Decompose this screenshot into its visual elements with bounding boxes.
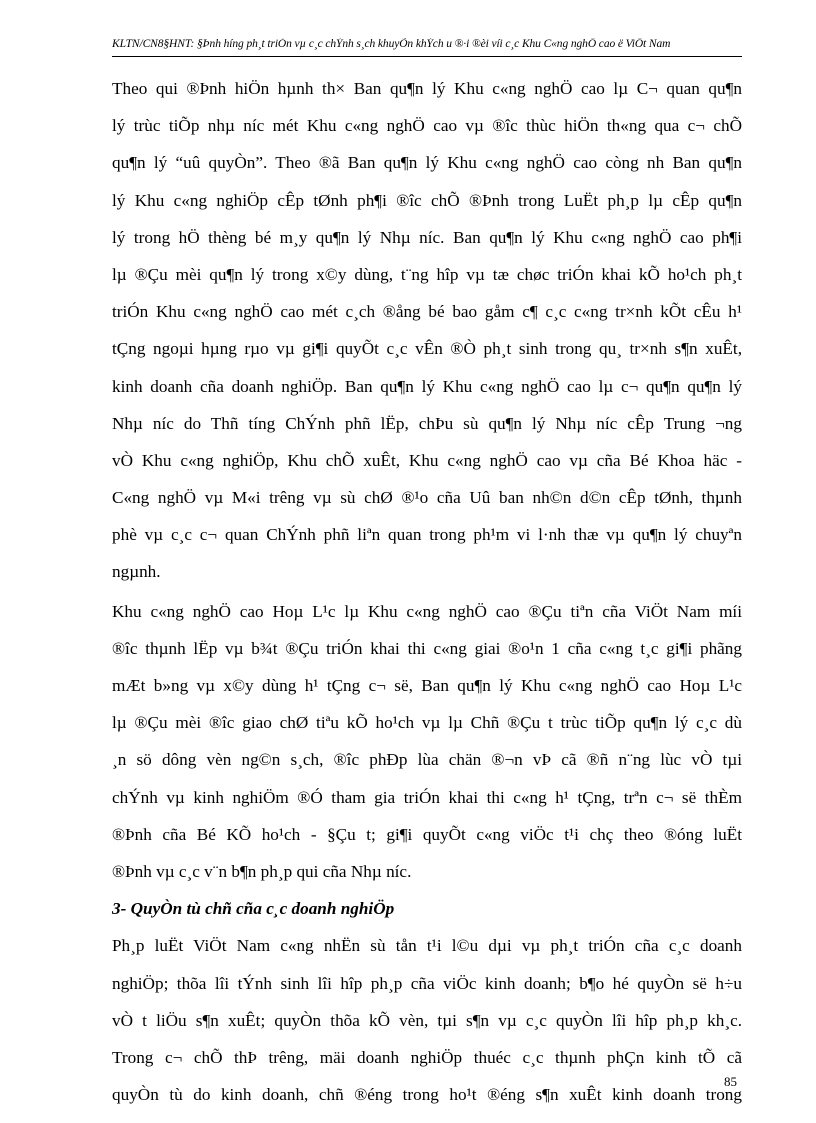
text-line: vÒ Khu c«ng nghiÖp, Khu chÕ xuÊt, Khu c«ng nghÖ cao vµ cña Bé Khoa häc - [112, 450, 742, 470]
text-line: nghiÖp; thõa lîi tÝnh sinh lîi hîp ph¸p cña viÖc kinh doanh; b¶o hé quyÒn së h÷u [112, 973, 742, 993]
text-line: Trong c¬ chÕ thÞ trêng, mäi doanh nghiÖp thuéc c¸c thµnh phÇn kinh tÕ cã [112, 1047, 742, 1067]
paragraph-1 [112, 70, 742, 591]
text-line: ®Þnh cña Bé KÕ ho¹ch - §Çu t; gi¶i quyÕt c«ng viÖc t¹i chç theo ®óng luËt [112, 824, 742, 844]
text-line: Khu c«ng nghÖ cao Hoµ L¹c lµ Khu c«ng nghÖ cao ®Çu tiªn cña ViÖt Nam míi [112, 601, 742, 621]
page-number: 85 [724, 1074, 737, 1089]
text-line: ®Þnh vµ c¸c v¨n b¶n ph¸p qui cña Nhµ níc. [112, 861, 412, 881]
text-line: kinh doanh cña doanh nghiÖp. Ban qu¶n lý Khu c«ng nghÖ cao lµ c¬ qu¶n qu¶n lý [112, 376, 742, 396]
text-line: Nhµ níc do Thñ tíng ChÝnh phñ lËp, chÞu sù qu¶n lý Nhµ níc cÊp Trung ¬ng [112, 413, 742, 433]
text-line: quyÒn tù do kinh doanh, chñ ®éng trong ho¹t ®éng s¶n xuÊt kinh doanh trong [112, 1085, 742, 1105]
paragraph-3 [112, 927, 742, 1113]
document-body [112, 70, 742, 1113]
text-line: triÓn Khu c«ng nghÖ cao mét c¸ch ®ång bé bao gåm c¶ c¸c c«ng tr×nh kÕt cÊu h¹ [112, 302, 742, 322]
header-divider [112, 56, 742, 57]
text-line: lý Khu c«ng nghiÖp cÊp tØnh ph¶i ®îc chÕ ®Þnh trong LuËt ph¸p lµ cÊp qu¶n [112, 190, 742, 210]
text-line: mÆt b»ng vµ x©y dùng h¹ tÇng c¬ së, Ban qu¶n lý Khu c«ng nghÖ cao Hoµ L¹c [112, 676, 742, 695]
paragraph-2 [112, 593, 742, 891]
text-line: ngµnh. [112, 562, 161, 582]
text-line: chÝnh vµ kinh nghiÖm ®Ó tham gia triÓn khai thi c«ng h¹ tÇng, trªn c¬ së thÈm [112, 787, 742, 807]
running-header: KLTN/CN8§HNT: §Þnh híng ph¸t triÓn vµ c¸c chÝnh s¸ch khuyÕn khÝch u ®·i ®èi víi c¸c Khu C«ng nghÖ cao ë ViÖt Nam [112, 38, 671, 50]
text-line: vÒ t liÖu s¶n xuÊt; quyÒn thõa kÕ vèn, tµi s¶n vµ c¸c quyÒn lîi hîp ph¸p kh¸c. [112, 1010, 742, 1030]
text-line: Ph¸p luËt ViÖt Nam c«ng nhËn sù tån t¹i l©u dµi vµ ph¸t triÓn cña c¸c doanh [112, 936, 742, 956]
text-line: qu¶n lý “uû quyÒn”. Theo ®ã Ban qu¶n lý Khu c«ng nghÖ cao còng nh Ban qu¶n [112, 153, 742, 173]
text-line: lµ ®Çu mèi ®îc giao chØ tiªu kÕ ho¹ch vµ lµ Chñ ®Çu t trùc tiÕp qu¶n lý c¸c dù [112, 713, 742, 733]
text-line: tÇng ngoµi hµng rµo vµ gi¶i quyÕt c¸c vÊn ®Ò ph¸t sinh trong qu¸ tr×nh s¶n xuÊt, [112, 339, 742, 359]
text-line: Theo qui ®Þnh hiÖn hµnh th× Ban qu¶n lý Khu c«ng nghÖ cao lµ C¬ quan qu¶n [112, 79, 742, 98]
text-line: ®îc thµnh lËp vµ b¾t ®Çu triÓn khai thi c«ng giai ®o¹n 1 cña c«ng t¸c gi¶i phãng [112, 638, 742, 658]
section-heading: 3- QuyÒn tù chñ cña c¸c doanh nghiÖp [112, 899, 395, 919]
text-line: phè vµ c¸c c¬ quan ChÝnh phñ liªn quan trong ph¹m vi l·nh thæ vµ qu¶n lý chuyªn [112, 525, 742, 545]
text-line: ¸n sö dông vèn ng©n s¸ch, ®îc phÐp lùa chän ®¬n vÞ cã ®ñ n¨ng lùc vÒ tµi [112, 750, 742, 770]
text-line: C«ng nghÖ vµ M«i trêng vµ sù chØ ®¹o cña Uû ban nh©n d©n cÊp tØnh, thµnh [112, 488, 742, 508]
text-line: lý trong hÖ thèng bé m¸y qu¶n lý Nhµ níc. Ban qu¶n lý Khu c«ng nghÖ cao ph¶i [112, 227, 742, 247]
text-line: lµ ®Çu mèi qu¶n lý trong x©y dùng, t¨ng hîp vµ tæ chøc triÓn khai kÕ ho¹ch ph¸t [112, 264, 742, 284]
text-line: lý trùc tiÕp nhµ níc mét Khu c«ng nghÖ cao vµ ®îc thùc hiÖn th«ng qua c¬ chÕ [112, 116, 742, 136]
